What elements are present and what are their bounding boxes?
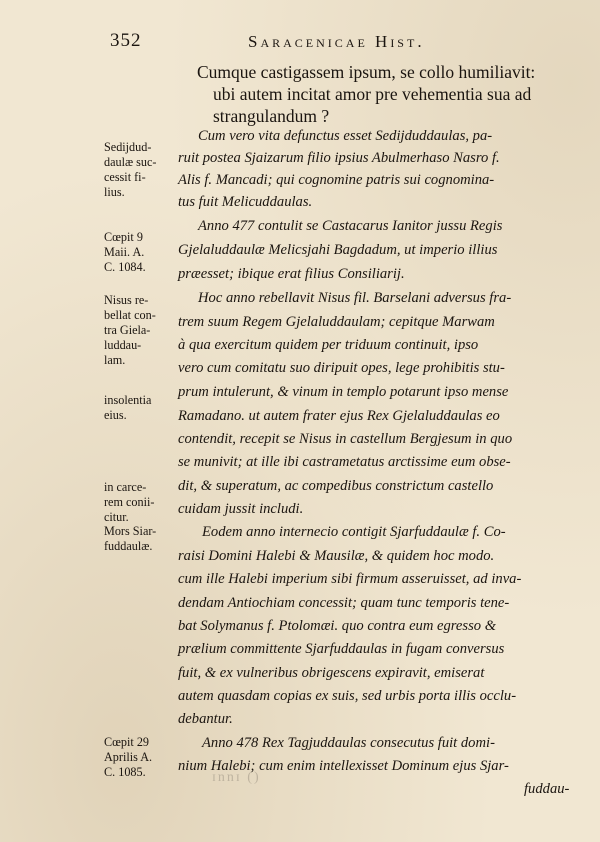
text-line: cum ille Halebi imperium sibi firmum asseruisset, ad inva- xyxy=(178,571,522,587)
margin-note xyxy=(104,140,182,200)
text-line: debantur. xyxy=(178,711,233,727)
text-line: vero cum comitatu suo diripuit opes, lege prohibitis stu- xyxy=(178,360,505,376)
margin-note-line: C. 1085. xyxy=(104,765,146,779)
text-line: à qua exercitum quidem per triduum continuit, ipso xyxy=(178,337,479,353)
bleed-through-marks: ɪnnɪ () xyxy=(212,770,261,785)
margin-note-line: insolentia xyxy=(104,393,152,407)
margin-note-line: Maii. A. xyxy=(104,245,145,259)
margin-note-line: Aprilis A. xyxy=(104,750,153,764)
margin-note-line: Nisus re- xyxy=(104,293,149,307)
margin-note-line: Mors Siar- xyxy=(104,524,157,538)
margin-note-line: tra Giela- xyxy=(104,323,151,337)
text-line: Alis f. Mancadi; qui cognomine patris sui cognomina- xyxy=(178,172,495,188)
text-line: raisi Domini Halebi & Mausilæ, & quidem hoc modo. xyxy=(178,548,495,564)
margin-note-line: bellat con- xyxy=(104,308,156,322)
text-line: Hoc anno rebellavit Nisus fil. Barselani adversus fra- xyxy=(198,290,512,306)
text-line: dit, & superatum, ac compedibus constrictum castello xyxy=(178,478,494,494)
margin-note-line: fuddaulæ. xyxy=(104,539,153,553)
margin-note-line: citur. xyxy=(104,510,129,524)
margin-note xyxy=(104,480,182,525)
text-line: Anno 477 contulit se Castacarus Ianitor jussu Regis xyxy=(198,218,503,234)
margin-note-line: eius. xyxy=(104,408,127,422)
text-line: Gjelaluddaulæ Melicsjahi Bagdadum, ut imperio illius xyxy=(178,242,498,258)
text-line: prælium committente Sjarfuddaulas in fugam conversus xyxy=(178,641,505,657)
margin-note xyxy=(104,293,182,368)
text-line: Eodem anno internecio contigit Sjarfuddaulæ f. Co- xyxy=(202,524,506,540)
margin-note-line: C. 1084. xyxy=(104,260,146,274)
page-number: 352 xyxy=(110,30,142,51)
text-line: dendam Antiochiam concessit; quam tunc temporis tene- xyxy=(178,595,510,611)
text-line: præesset; ibique erat filius Consiliarij. xyxy=(178,266,405,282)
text-line: strangulandum ? xyxy=(213,106,330,126)
margin-note-line: daulæ suc- xyxy=(104,155,157,169)
margin-note-line: Sedijdud- xyxy=(104,140,152,154)
margin-note-line: lam. xyxy=(104,353,126,367)
text-line: cuidam jussit includi. xyxy=(178,501,304,517)
text-line: fuit, & ex vulneribus obrigescens expiravit, emiserat xyxy=(178,665,485,681)
catchword: fuddau- xyxy=(524,781,570,797)
text-line: autem quasdam copias ex suis, sed urbis porta illis occlu- xyxy=(178,688,517,704)
margin-note-line: in carce- xyxy=(104,480,147,494)
margin-note-line: Cœpit 9 xyxy=(104,230,143,244)
margin-note xyxy=(104,230,182,275)
text-line: Anno 478 Rex Tagjuddaulas consecutus fuit domi- xyxy=(202,735,495,751)
text-line: prum intulerunt, & vinum in templo potarunt ipso mense xyxy=(178,384,509,400)
margin-note xyxy=(104,735,182,780)
text-line: bat Solymanus f. Ptolomæi. quo contra eum egresso & xyxy=(178,618,497,634)
running-title: Saracenicae Hist. xyxy=(248,32,425,51)
text-line: contendit, recepit se Nisus in castellum Bergjesum in quo xyxy=(178,431,513,447)
margin-note xyxy=(104,524,182,554)
margin-note-line: cessit fi- xyxy=(104,170,146,184)
margin-note-line: lius. xyxy=(104,185,125,199)
margin-note-line: luddau- xyxy=(104,338,142,352)
margin-note-line: rem conii- xyxy=(104,495,155,509)
text-line: tus fuit Melicuddaulas. xyxy=(178,194,313,210)
text-line: ubi autem incitat amor pre vehementia sua ad xyxy=(213,84,532,104)
text-line: nium Halebi; cum enim intellexisset Dominum ejus Sjar- xyxy=(178,758,509,774)
margin-note xyxy=(104,393,182,423)
text-line: Ramadano. ut autem frater ejus Rex Gjelaluddaulas eo xyxy=(178,408,500,424)
page-header xyxy=(110,30,530,54)
margin-note-line: Cœpit 29 xyxy=(104,735,150,749)
text-line: Cumque castigassem ipsum, se collo humiliavit: xyxy=(197,62,536,82)
text-line: Cum vero vita defunctus esset Sedijduddaulas, pa- xyxy=(198,128,493,144)
text-line: trem suum Regem Gjelaluddaulam; cepitque Marwam xyxy=(178,314,495,330)
text-line: se munivit; at ille ibi castrametatus arctissime eum obse- xyxy=(178,454,511,470)
text-line: ruit postea Sjaizarum filio ipsius Abulmerhaso Nasro f. xyxy=(178,150,500,166)
